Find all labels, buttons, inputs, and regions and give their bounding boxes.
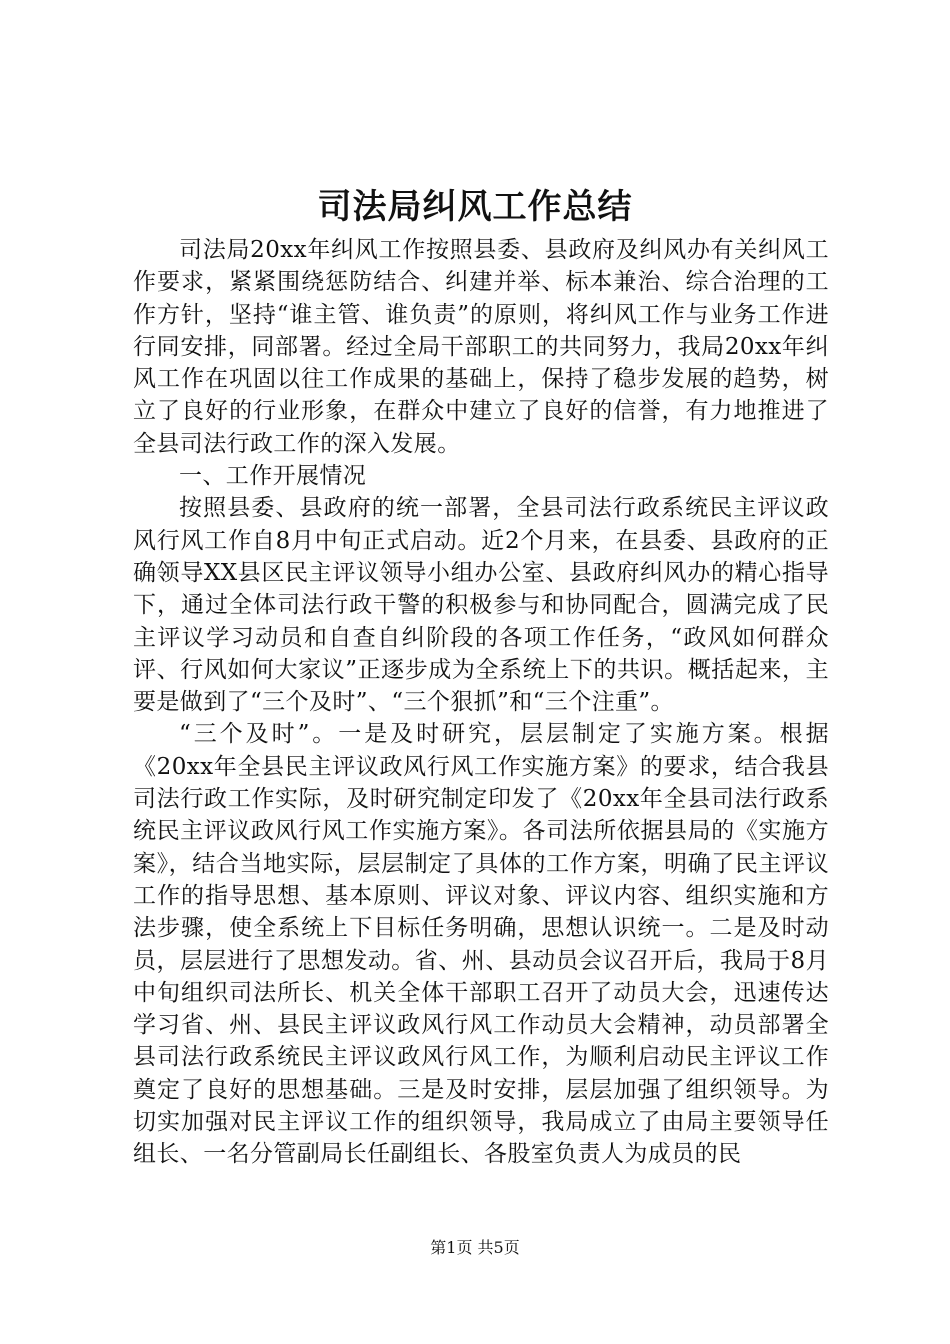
- intro-paragraph: 司法局20xx年纠风工作按照县委、县政府及纠风办有关纠风工作要求，紧紧围绕惩防结合、纠建并举、标本兼治、综合治理的工作方针，坚持“谁主管、谁负责”的原则，将纠风工作与业务工作进行同安排，同部署。经过全局干部职工的共同努力，我局20xx年纠风工作在巩固以往工作成果的基础上，保持了稳步发展的趋势，树立了良好的行业形象，在群众中建立了良好的信誉，有力地推进了全县司法行政工作的深入发展。: [133, 237, 829, 457]
- body-paragraph: 按照县委、县政府的统一部署，全县司法行政系统民主评议政风行风工作自8月中旬正式启动。近2个月来，在县委、县政府的正确领导XX县区民主评议领导小组办公室、县政府纠风办的精心指导下，通过全体司法行政干警的积极参与和协同配合，圆满完成了民主评议学习动员和自查自纠阶段的各项工作任务，“政风如何群众评、行风如何大家议”正逐步成为全系统上下的共识。概括起来，主要是做到了“三个及时”、“三个狠抓”和“三个注重”。: [133, 495, 829, 716]
- document-body: [133, 234, 829, 1171]
- document-title: 司法局纠风工作总结: [317, 187, 633, 227]
- page-footer: 第1页 共5页: [430, 1238, 520, 1257]
- section-heading: 一、工作开展情况: [179, 463, 367, 490]
- body-paragraph: “三个及时”。一是及时研究，层层制定了实施方案。根据《20xx年全县民主评议政风行风工作实施方案》的要求，结合我县司法行政工作实际，及时研究制定印发了《20xx年全县司法行政系统民主评议政风行风工作实施方案》。各司法所依据县局的《实施方案》，结合当地实际，层层制定了具体的工作方案，明确了民主评议工作的指导思想、基本原则、评议对象、评议内容、组织实施和方法步骤，使全系统上下目标任务明确，思想认识统一。二是及时动员，层层进行了思想发动。省、州、县动员会议召开后，我局于8月中旬组织司法所长、机关全体干部职工召开了动员大会，迅速传达学习省、州、县民主评议政风行风工作动员大会精神，动员部署全县司法行政系统民主评议政风行风工作，为顺利启动民主评议工作奠定了良好的思想基础。三是及时安排，层层加强了组织领导。为切实加强对民主评议工作的组织领导，我局成立了由局主要领导任组长、一名分管副局长任副组长、各股室负责人为成员的民: [133, 721, 829, 1168]
